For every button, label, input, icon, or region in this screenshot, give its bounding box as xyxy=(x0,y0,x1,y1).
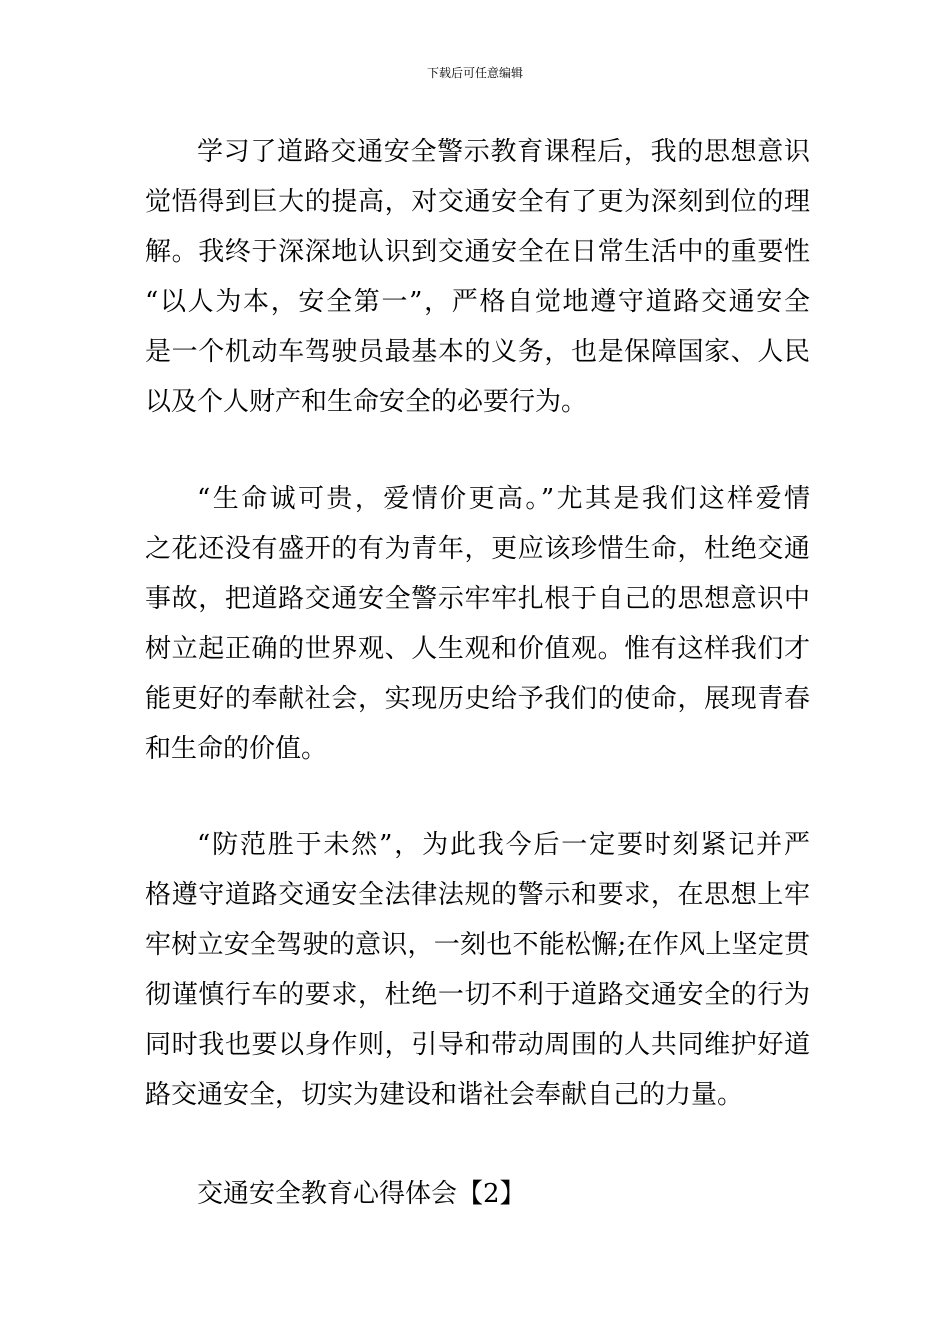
paragraph-line: “生命诚可贵，爱情价更高。”尤其是我们这样爱情 xyxy=(197,484,810,514)
paragraph-line: 学习了道路交通安全警示教育课程后，我的思想意识 xyxy=(197,137,810,167)
paragraph-line: 同时我也要以身作则，引导和带动周围的人共同维护好道 xyxy=(145,1030,810,1060)
paragraph-line: 解。我终于深深地认识到交通安全在日常生活中的重要性 xyxy=(145,237,810,267)
paragraph-line: 事故，把道路交通安全警示牢牢扎根于自己的思想意识中 xyxy=(145,584,810,614)
paragraph-2 xyxy=(145,474,810,774)
paragraph-line: 牢树立安全驾驶的意识，一刻也不能松懈;在作风上坚定贯 xyxy=(145,930,810,960)
section-heading: 交通安全教育心得体会【2】 xyxy=(197,1179,526,1209)
page-header-note: 下载后可任意编辑 xyxy=(426,66,523,80)
paragraph-line: “以人为本，安全第一”，严格自觉地遵守道路交通安全 xyxy=(145,287,810,317)
paragraph-line: “防范胜于未然”，为此我今后一定要时刻紧记并严 xyxy=(197,830,810,860)
paragraph-line: 以及个人财产和生命安全的必要行为。 xyxy=(145,387,588,417)
paragraph-line: 彻谨慎行车的要求，杜绝一切不利于道路交通安全的行为 xyxy=(145,980,810,1010)
paragraph-line: 觉悟得到巨大的提高，对交通安全有了更为深刻到位的理 xyxy=(145,187,810,217)
paragraph-line: 树立起正确的世界观、人生观和价值观。惟有这样我们才 xyxy=(145,634,810,664)
paragraph-1 xyxy=(145,127,810,427)
paragraph-line: 之花还没有盛开的有为青年，更应该珍惜生命，杜绝交通 xyxy=(145,534,810,564)
paragraph-line: 和生命的价值。 xyxy=(145,734,328,764)
paragraph-line: 路交通安全，切实为建设和谐社会奉献自己的力量。 xyxy=(145,1080,744,1110)
paragraph-3 xyxy=(145,820,810,1120)
paragraph-line: 能更好的奉献社会，实现历史给予我们的使命，展现青春 xyxy=(145,684,810,714)
paragraph-line: 是一个机动车驾驶员最基本的义务，也是保障国家、人民 xyxy=(145,337,810,367)
paragraph-line: 格遵守道路交通安全法律法规的警示和要求，在思想上牢 xyxy=(145,880,810,910)
